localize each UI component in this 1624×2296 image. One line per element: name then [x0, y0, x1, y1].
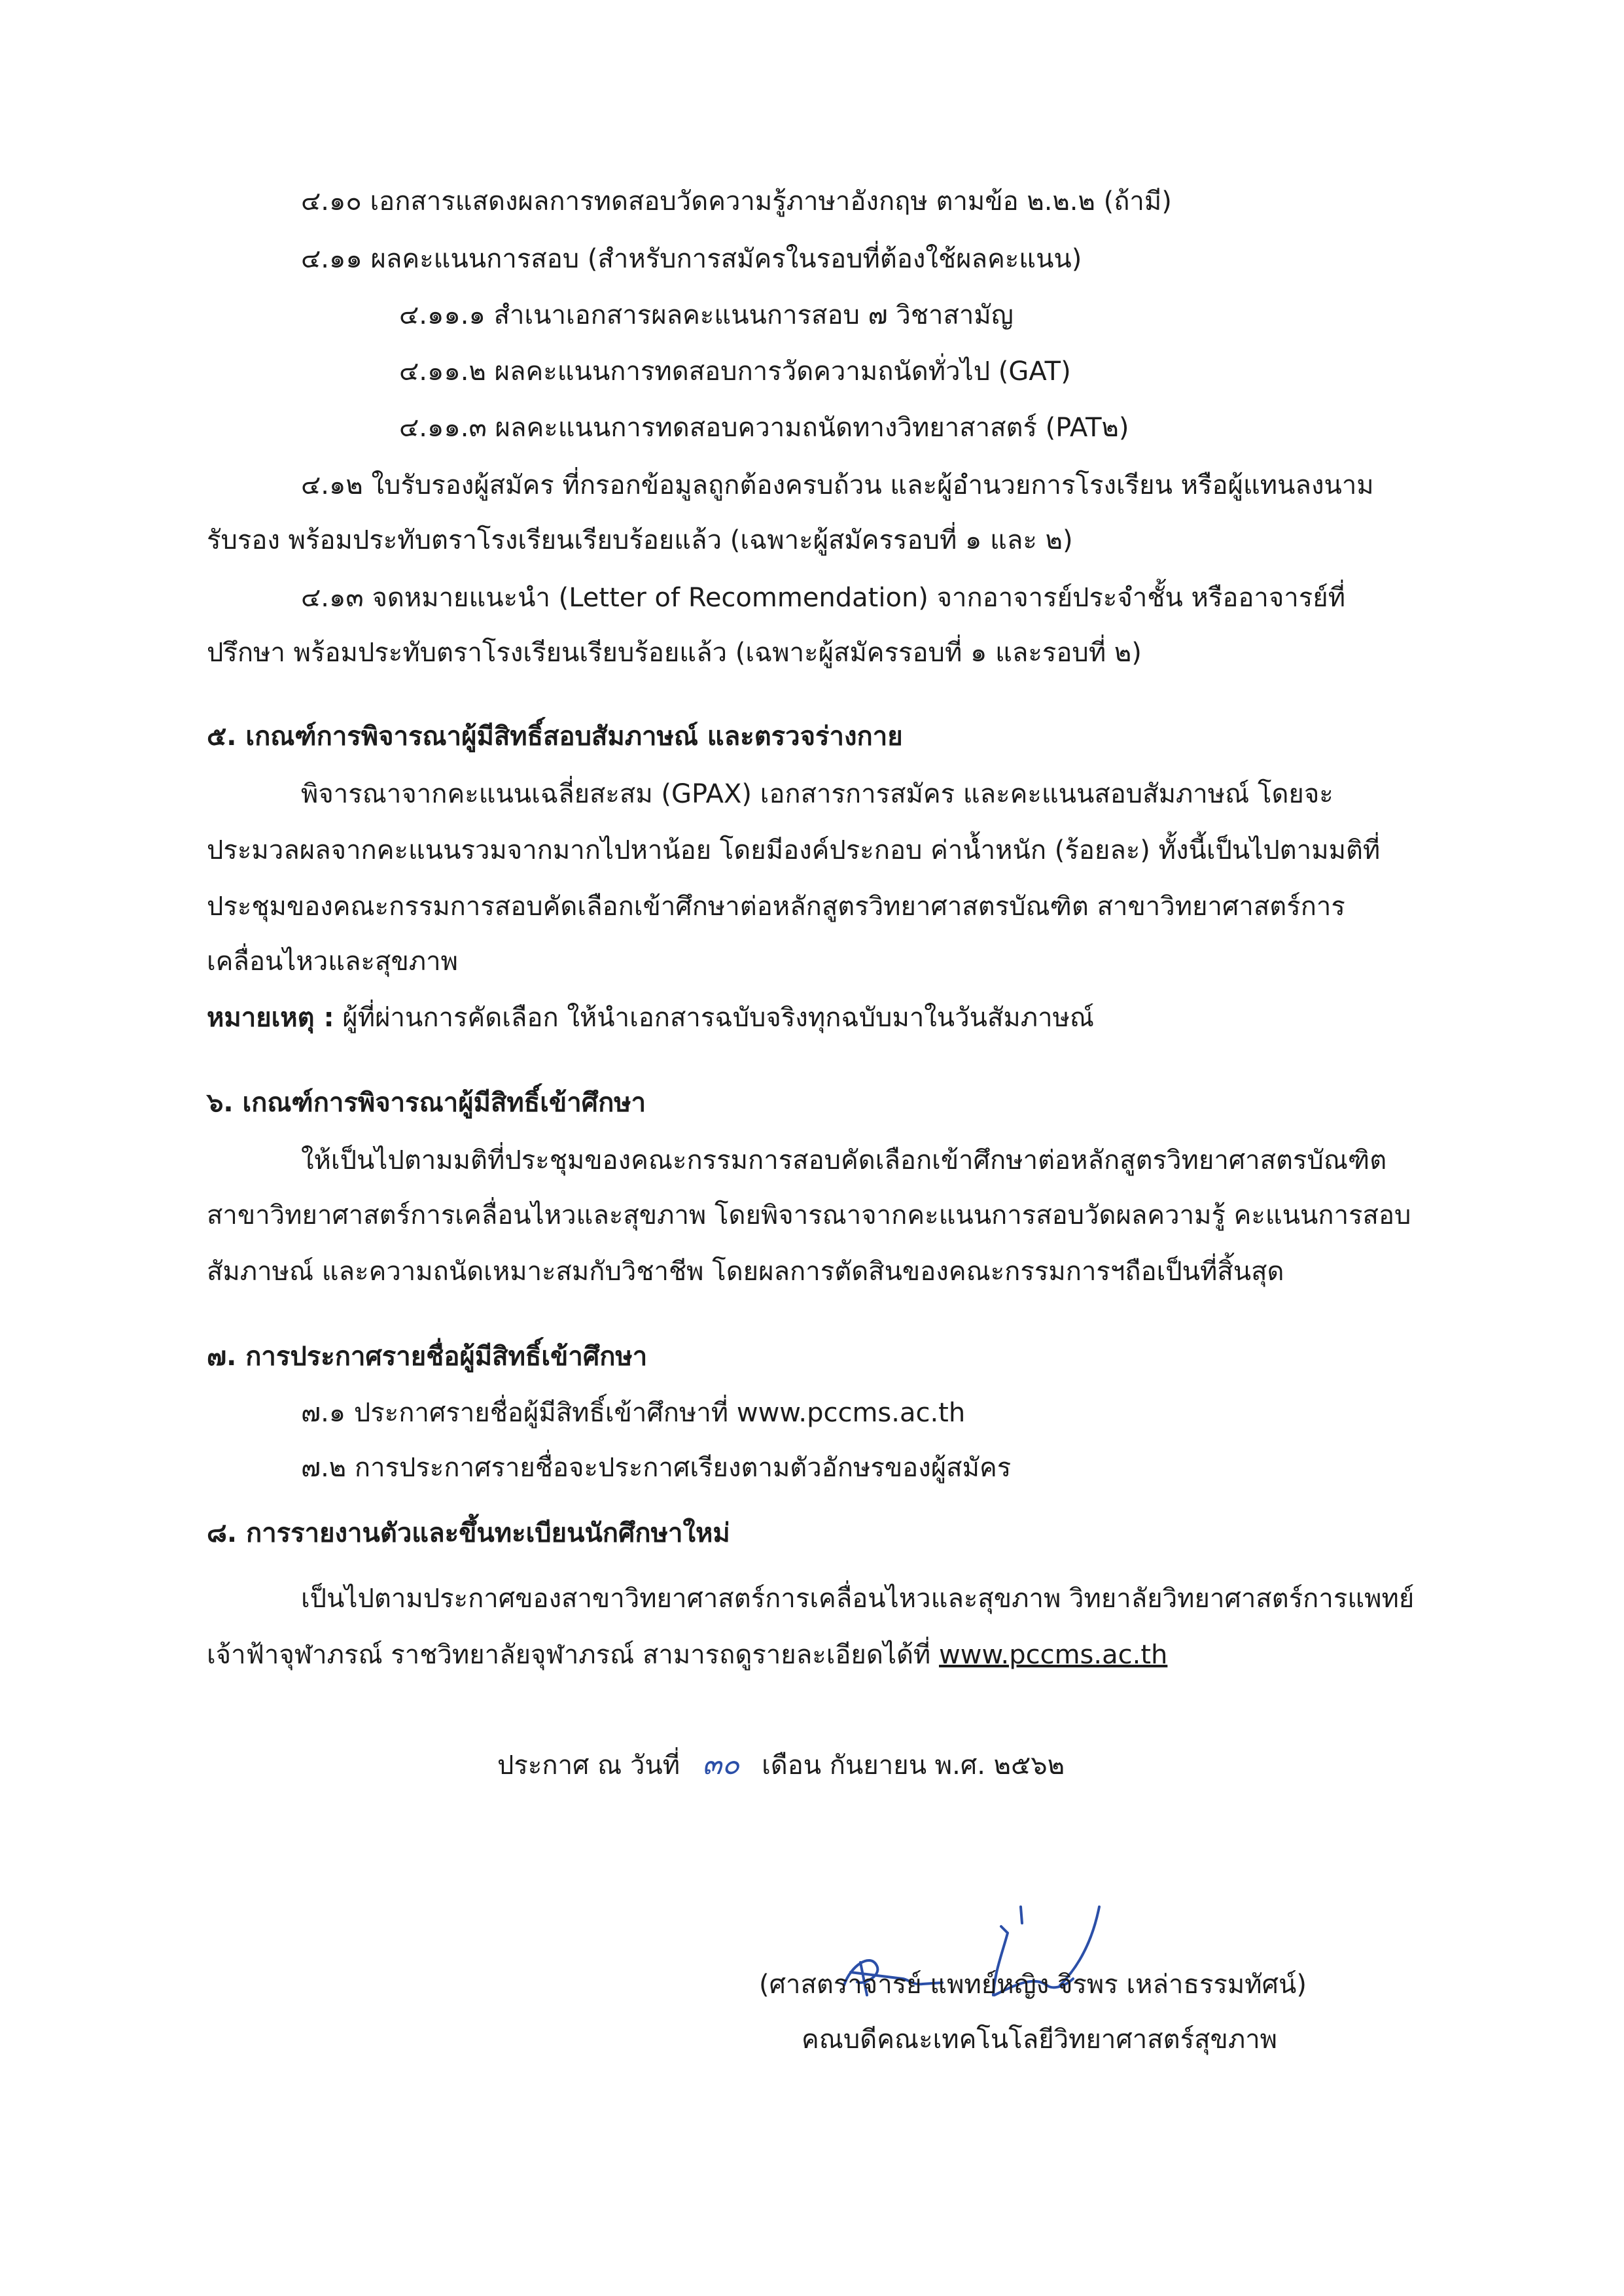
- announcement-prefix: ประกาศ ณ วันที่: [497, 1750, 680, 1781]
- pccms-link[interactable]: www.pccms.ac.th: [939, 1640, 1168, 1670]
- section6-line2: สาขาวิทยาศาสตร์การเคลื่อนไหวและสุขภาพ โดยพิจารณาจากคะแนนการสอบวัดผลความรู้ คะแนนการสอบ: [207, 1200, 1411, 1230]
- item-4-11-1: ๔.๑๑.๑ สำเนาเอกสารผลคะแนนการสอบ ๗ วิชาสามัญ: [399, 300, 1014, 330]
- note-text: ผู้ที่ผ่านการคัดเลือก ให้นำเอกสารฉบับจริงทุกฉบับมาในวันสัมภาษณ์: [334, 1003, 1095, 1033]
- item-4-11-2: ๔.๑๑.๒ ผลคะแนนการทดสอบการวัดความถนัดทั่วไป (GAT): [399, 357, 1071, 387]
- item-4-12-line1: ๔.๑๒ ใบรับรองผู้สมัคร ที่กรอกข้อมูลถูกต้องครบถ้วน และผู้อำนวยการโรงเรียน หรือผู้แทนลงนาม: [301, 470, 1374, 500]
- section7-item2: ๗.๒ การประกาศรายชื่อจะประกาศเรียงตามตัวอักษรของผู้สมัคร: [301, 1453, 1012, 1483]
- item-4-11: ๔.๑๑ ผลคะแนนการสอบ (สำหรับการสมัครในรอบที่ต้องใช้ผลคะแนน): [301, 244, 1082, 274]
- section7-heading: ๗. การประกาศรายชื่อผู้มีสิทธิ์เข้าศึกษา: [207, 1342, 648, 1372]
- section5-line4: เคลื่อนไหวและสุขภาพ: [207, 947, 458, 977]
- section6-line1: ให้เป็นไปตามมติที่ประชุมของคณะกรรมการสอบคัดเลือกเข้าศึกษาต่อหลักสูตรวิทยาศาสตรบัณฑิต: [301, 1145, 1387, 1175]
- section5-note: [207, 1001, 1094, 1035]
- item-4-13-line2: ปรึกษา พร้อมประทับตราโรงเรียนเรียบร้อยแล้ว (เฉพาะผู้สมัครรอบที่ ๑ และรอบที่ ๒): [207, 638, 1142, 668]
- section8-line1: เป็นไปตามประกาศของสาขาวิทยาศาสตร์การเคลื่อนไหวและสุขภาพ วิทยาลัยวิทยาศาสตร์การแพทย์: [301, 1584, 1415, 1614]
- item-4-13-line1: ๔.๑๓ จดหมายแนะนำ (Letter of Recommendation) จากอาจารย์ประจำชั้น หรืออาจารย์ที่: [301, 583, 1346, 613]
- section8-heading: ๘. การรายงานตัวและขึ้นทะเบียนนักศึกษาใหม่: [207, 1518, 730, 1548]
- item-4-12-line2: รับรอง พร้อมประทับตราโรงเรียนเรียบร้อยแล้ว (เฉพาะผู้สมัครรอบที่ ๑ และ ๒): [207, 525, 1073, 555]
- section7-item1: ๗.๑ ประกาศรายชื่อผู้มีสิทธิ์เข้าศึกษาที่ www.pccms.ac.th: [301, 1398, 966, 1428]
- handwritten-day: ๓๐: [702, 1748, 740, 1781]
- section5-line1: พิจารณาจากคะแนนเฉลี่ยสะสม (GPAX) เอกสารการสมัคร และคะแนนสอบสัมภาษณ์ โดยจะ: [301, 779, 1333, 809]
- section5-line3: ประชุมของคณะกรรมการสอบคัดเลือกเข้าศึกษาต่อหลักสูตรวิทยาศาสตรบัณฑิต สาขาวิทยาศาสตร์การ: [207, 892, 1345, 922]
- section8-line2: [207, 1638, 1167, 1672]
- section5-heading: ๕. เกณฑ์การพิจารณาผู้มีสิทธิ์สอบสัมภาษณ์ และตรวจร่างกาย: [207, 722, 903, 752]
- section6-heading: ๖. เกณฑ์การพิจารณาผู้มีสิทธิ์เข้าศึกษา: [207, 1088, 646, 1118]
- signatory-name: (ศาสตราจารย์ แพทย์หญิง จิรพร เหล่าธรรมทัศน์): [759, 1970, 1307, 2000]
- signatory-position: คณบดีคณะเทคโนโลยีวิทยาศาสตร์สุขภาพ: [802, 2025, 1278, 2055]
- section5-line2: ประมวลผลจากคะแนนรวมจากมากไปหาน้อย โดยมีองค์ประกอบ ค่าน้ำหนัก (ร้อยละ) ทั้งนี้เป็นไปตามมติที่: [207, 835, 1381, 865]
- note-label: หมายเหตุ :: [207, 1003, 334, 1033]
- announcement-date: [497, 1748, 1065, 1783]
- announcement-suffix: เดือน กันยายน พ.ศ. ๒๕๖๒: [762, 1750, 1065, 1781]
- item-4-10: ๔.๑๐ เอกสารแสดงผลการทดสอบวัดความรู้ภาษาอังกฤษ ตามข้อ ๒.๒.๒ (ถ้ามี): [301, 186, 1172, 217]
- item-4-11-3: ๔.๑๑.๓ ผลคะแนนการทดสอบความถนัดทางวิทยาสาสตร์ (PAT๒): [399, 413, 1129, 443]
- section6-line3: สัมภาษณ์ และความถนัดเหมาะสมกับวิชาชีพ โดยผลการตัดสินของคณะกรรมการฯถือเป็นที่สิ้นสุด: [207, 1257, 1284, 1287]
- section8-line2-text: เจ้าฟ้าจุฬาภรณ์ ราชวิทยาลัยจุฬาภรณ์ สามารถดูรายละเอียดได้ที่: [207, 1640, 940, 1670]
